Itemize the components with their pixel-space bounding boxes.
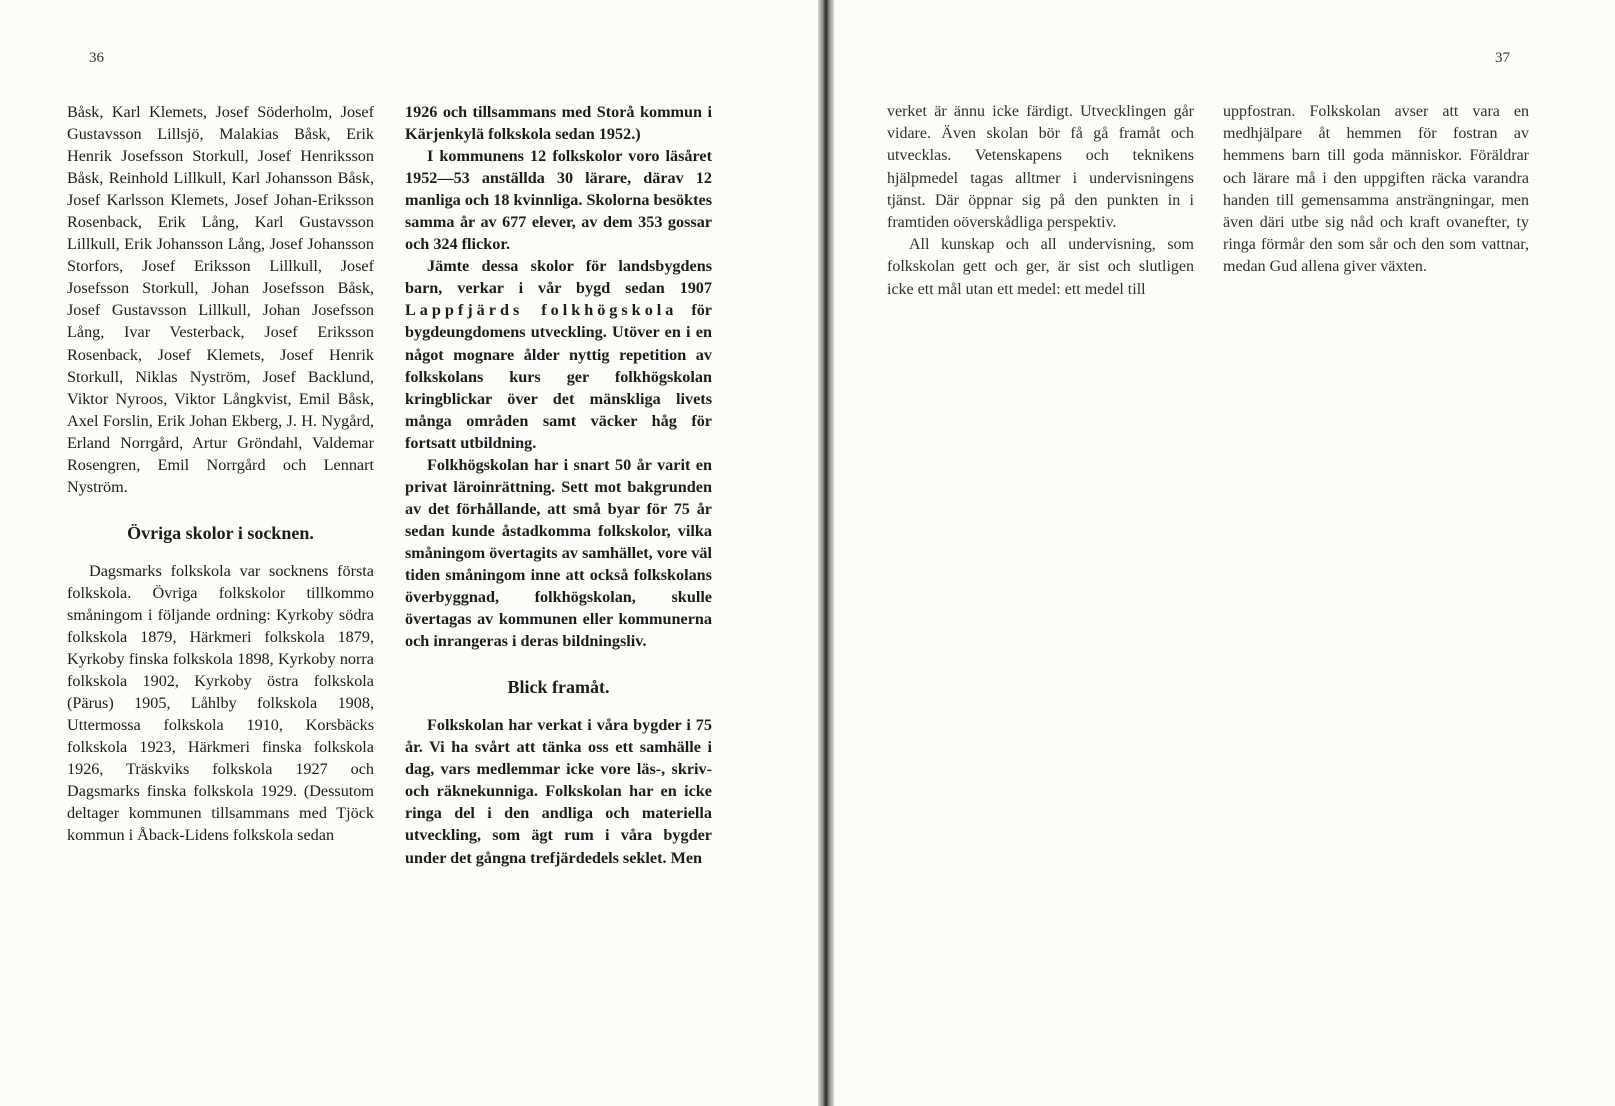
text-fragment: för bygdeungdomens utveckling. Utöver en i en något mognare ålder nyttig repetition av folkskolans kurs ger folkhögskolan kringblickar över det mänskliga livets många områden samt väcker håg för fortsatt utbildning. xyxy=(405,301,712,452)
left-page-column-1 xyxy=(67,101,374,847)
page-number-right: 37 xyxy=(1495,50,1510,66)
paragraph: uppfostran. Folkskolan avser att vara en medhjälpare åt hemmen för fostran av hemmens barn till goda människor. Föräldrar och lärare må i den uppgiften räcka varandra handen till gemensamma ansträngningar, men även däri utbe sig nåd och kraft ovanefter, ty ringa förmår den som sår och den som vattnar, medan Gud allena giver växten. xyxy=(1223,103,1529,276)
section-heading: Övriga skolor i socknen. xyxy=(127,522,314,543)
emphasized-school-name: Lappfjärds folkhögskola xyxy=(405,301,678,320)
section-heading: Blick framåt. xyxy=(507,677,610,698)
paragraph: Dagsmarks folkskola var socknens första folkskola. Övriga folkskolor tillkommo småningom i följande ordning: Kyrkoby södra folkskola 1879, Härkmeri folkskola 1879, Kyrkoby finska folkskola 1898, Kyrkoby norra folkskola 1902, Kyrkoby östra folkskola (Pärus) 1905, Låhlby folkskola 1908, Uttermossa folkskola 1910, Korsbäcks folkskola 1923, Härkmeri finska folkskola 1926, Träskviks folkskola 1927 och Dagsmarks finska folkskola 1929. (Dessutom deltager kommunen tillsammans med Tjöck kommun i Åback-Lidens folkskola sedan xyxy=(67,561,374,845)
page-number-left: 36 xyxy=(89,50,104,66)
text-fragment: Jämte dessa skolor för landsbygdens barn, verkar i vår bygd sedan 1907 xyxy=(405,257,712,298)
right-page-column-2 xyxy=(1223,101,1529,279)
paragraph: Båsk, Karl Klemets, Josef Söderholm, Josef Gustavsson Lillsjö, Malakias Båsk, Erik Henrik Josefsson Storkull, Josef Henriksson Båsk, Reinhold Lillkull, Karl Johansson Båsk, Josef Karlsson Klemets, Josef Johan-Eriksson Rosenback, Erik Lång, Karl Gustavsson Lillkull, Erik Johansson Lång, Josef Johansson Storfors, Josef Eriksson Lillkull, Josef Josefsson Storkull, Johan Josefsson Båsk, Josef Gustavsson Lillkull, Johan Josefsson Lång, Ivar Vesterback, Josef Eriksson Rosenback, Josef Klemets, Josef Henrik Storkull, Niklas Nyström, Josef Backlund, Viktor Nyroos, Viktor Långkvist, Emil Båsk, Axel Forslin, Erik Johan Ekberg, J. H. Nygård, Erland Norrgård, Artur Gröndahl, Valdemar Rosengren, Emil Norrgård och Lennart Nyström. xyxy=(67,103,374,496)
left-page-column-2 xyxy=(405,101,712,869)
paragraph xyxy=(405,255,712,453)
paragraph: I kommunens 12 folkskolor voro läsåret 1952—53 anställda 30 lärare, därav 12 manliga och 18 kvinnliga. Skolorna besöktes samma år av 677 elever, av dem 353 gossar och 324 flickor. xyxy=(405,147,712,254)
paragraph: Folkhögskolan har i snart 50 år varit en privat läroinrättning. Sett mot bakgrunden av det förhållande, att små byar för 75 år sedan kunde åstadkomma folkskolor, vilka småningom övertagits av samhället, vore väl tiden småningom inne att också folkskolans överbyggnad, folkhögskolan, skulle övertagas av kommunen eller kommunerna och inrangeras i deras bildningsliv. xyxy=(405,455,712,651)
book-gutter xyxy=(818,0,834,1106)
right-page xyxy=(834,0,1615,1106)
paragraph: Folkskolan har verkat i våra bygder i 75 år. Vi ha svårt att tänka oss ett samhälle i dag, vars medlemmar icke vore läs-, skriv- och räknekunniga. Folkskolan har en icke ringa del i den andliga och materiella utveckling, som ägt rum i våra bygder under det gångna trefjärdedels seklet. Men xyxy=(405,716,712,867)
paragraph: 1926 och tillsammans med Storå kommun i Kärjenkylä folkskola sedan 1952.) xyxy=(405,103,712,144)
paragraph: verket är ännu icke färdigt. Utvecklingen går vidare. Även skolan bör få gå framåt och utvecklas. Vetenskapens och teknikens hjälpmedel tagas alltmer i undervisningens tjänst. Där öppnar sig på den punkten in i framtiden oöverskådliga perspektiv. xyxy=(887,103,1194,232)
right-page-column-1 xyxy=(887,101,1194,301)
paragraph: All kunskap och all undervisning, som folkskolan gett och ger, är sist och slutligen icke ett mål utan ett medel: ett medel till xyxy=(887,236,1194,298)
